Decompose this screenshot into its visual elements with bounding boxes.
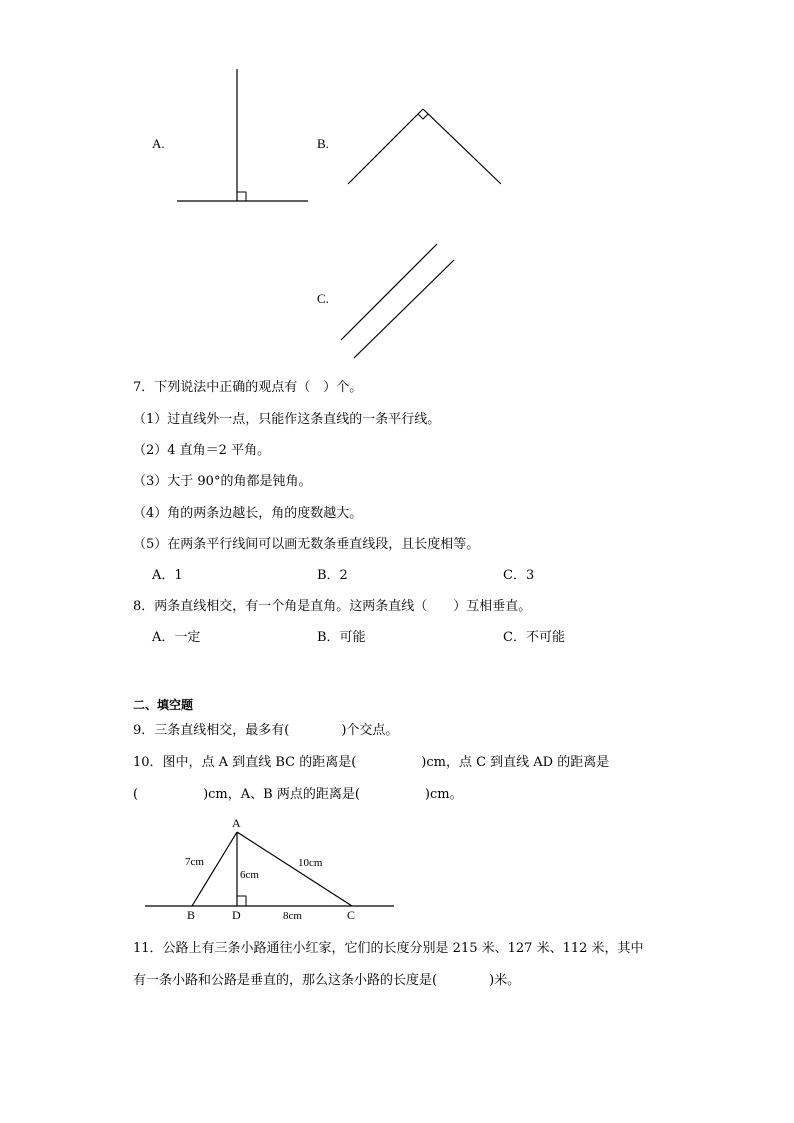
q10-line-2: ( )cm，A、B 两点的距离是( )cm。 [133,787,463,802]
q7-item-2: （2）4 直角＝2 平角。 [133,443,271,458]
figure-c-line-2 [354,260,454,358]
point-d-label: D [232,908,241,922]
q10-line-1: 10．图中，点 A 到直线 BC 的距离是( )cm，点 C 到直线 AD 的距离是 [133,755,610,770]
figure-b-right-angle-mark [418,114,428,119]
q8-option-b[interactable]: B．可能 [317,630,366,645]
q7-stem: 7．下列说法中正确的观点有（ ）个。 [133,380,363,395]
point-c-label: C [347,908,356,922]
q8-option-c[interactable]: C．不可能 [503,630,565,645]
option-c-label: C. [317,291,329,306]
q7-item-3: （3）大于 90°的角都是钝角。 [133,474,312,489]
q7-option-a[interactable]: A．1 [152,568,183,583]
figure-c-line-1 [341,244,437,340]
dc-length-label: 8cm [283,910,302,922]
q7-item-5: （5）在两条平行线间可以画无数条垂直线段，且长度相等。 [133,537,480,552]
figure-b-left-line [348,109,423,184]
right-angle-mark-d [237,896,246,906]
q8-option-a[interactable]: A．一定 [152,630,201,645]
option-b-label: B. [317,136,329,151]
point-b-label: B [187,908,196,922]
ab-length-label: 7cm [185,856,204,868]
q10-triangle-figure [140,812,405,927]
q11-line-1: 11．公路上有三条小路通往小红家，它们的长度分别是 215 米、127 米、112 米，其中 [133,941,644,956]
q7-item-4: （4）角的两条边越长，角的度数越大。 [133,506,363,521]
segment-ab [192,832,237,906]
q9-stem: 9．三条直线相交，最多有( )个交点。 [133,723,399,738]
section-title: 二、填空题 [133,698,194,712]
point-a-label: A [232,816,241,830]
figure-b-right-angle [340,100,510,190]
figure-c-parallel-lines [335,238,465,368]
ad-length-label: 6cm [240,869,259,881]
figure-a-perpendicular [170,65,315,210]
q11-line-2: 有一条小路和公路是垂直的，那么这条小路的长度是( )米。 [133,973,521,988]
figure-b-right-line [423,109,501,184]
q7-item-1: （1）过直线外一点，只能作这条直线的一条平行线。 [133,412,441,427]
ac-length-label: 10cm [298,857,323,869]
figure-a-right-angle-mark [237,192,246,201]
option-a-label: A. [152,136,165,151]
q7-option-c[interactable]: C．3 [503,568,535,583]
q7-option-b[interactable]: B．2 [317,568,348,583]
q8-stem: 8．两条直线相交，有一个角是直角。这两条直线（ ）互相垂直。 [133,599,532,614]
